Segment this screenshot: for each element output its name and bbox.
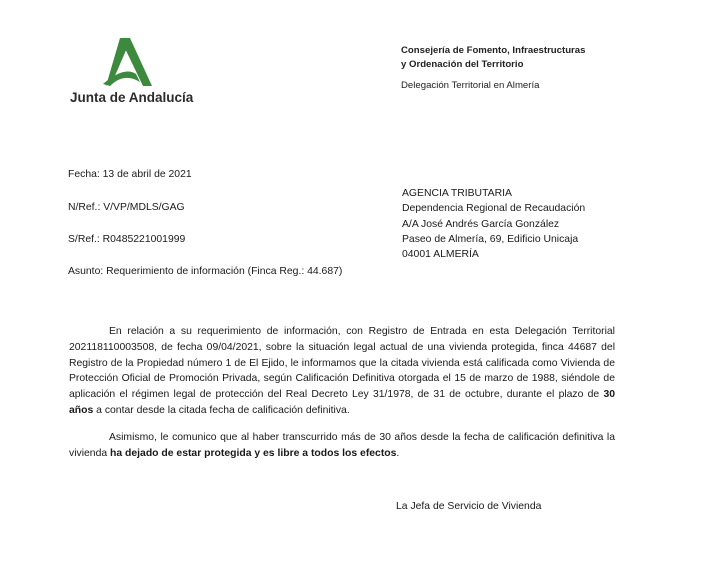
paragraph-text: . bbox=[396, 447, 400, 459]
paragraph-text: En relación a su requerimiento de información, con Registro de Entrada en esta Delegación Territorial 202118110003508, de fecha 09/04/2021, sobre la situación legal actual de una vivienda protegida, finca 44687 del Registro de la Propiedad número 1 de El Ejido, le informamos que la citada vivienda está calificada como Vivienda de Protección Oficial de Promoción Privada, según Calificación Definitiva otorgada el 15 de marzo de 1988, siéndole de aplicación el régimen legal de protección del Real Decreto Ley 31/1978, de 31 de octubre, durante el plazo de bbox=[69, 326, 615, 401]
your-reference: S/Ref.: R0485221001999 bbox=[68, 234, 186, 245]
our-reference: N/Ref.: V/VP/MDLS/GAG bbox=[68, 202, 185, 213]
recipient-line: A/A José Andrés García González bbox=[402, 218, 560, 230]
org-name: Junta de Andalucía bbox=[70, 90, 194, 105]
recipient-line: AGENCIA TRIBUTARIA bbox=[402, 188, 512, 199]
paragraph-text: Asimismo, le comunico que al haber transcurrido más de 30 años desde la fecha de calificación definitiva la vivienda bbox=[69, 432, 615, 459]
letter-subject: Asunto: Requerimiento de información (Finca Reg.: 44.687) bbox=[68, 266, 343, 277]
recipient-line: 04001 ALMERÍA bbox=[402, 249, 479, 261]
recipient-address bbox=[402, 186, 585, 262]
delegation-name: Delegación Territorial en Almería bbox=[401, 80, 540, 91]
junta-logo-icon bbox=[100, 36, 158, 88]
letter-date: Fecha: 13 de abril de 2021 bbox=[68, 169, 192, 180]
signature-line: La Jefa de Servicio de Vivienda bbox=[396, 501, 542, 512]
department-line-1: Consejería de Fomento, Infraestructuras bbox=[401, 45, 586, 56]
body-paragraph-1 bbox=[69, 324, 615, 419]
paragraph-bold-text: ha dejado de estar protegida y es libre a todos los efectos bbox=[110, 447, 397, 459]
department-line-2: y Ordenación del Territorio bbox=[401, 58, 524, 70]
body-paragraph-2 bbox=[69, 430, 615, 462]
paragraph-text: a contar desde la citada fecha de calificación definitiva. bbox=[93, 404, 350, 416]
recipient-line: Dependencia Regional de Recaudación bbox=[402, 203, 586, 215]
department-name bbox=[401, 44, 585, 71]
recipient-line: Paseo de Almería, 69, Edificio Unicaja bbox=[402, 233, 579, 245]
paragraph-bold-text: 30 años bbox=[69, 389, 615, 416]
